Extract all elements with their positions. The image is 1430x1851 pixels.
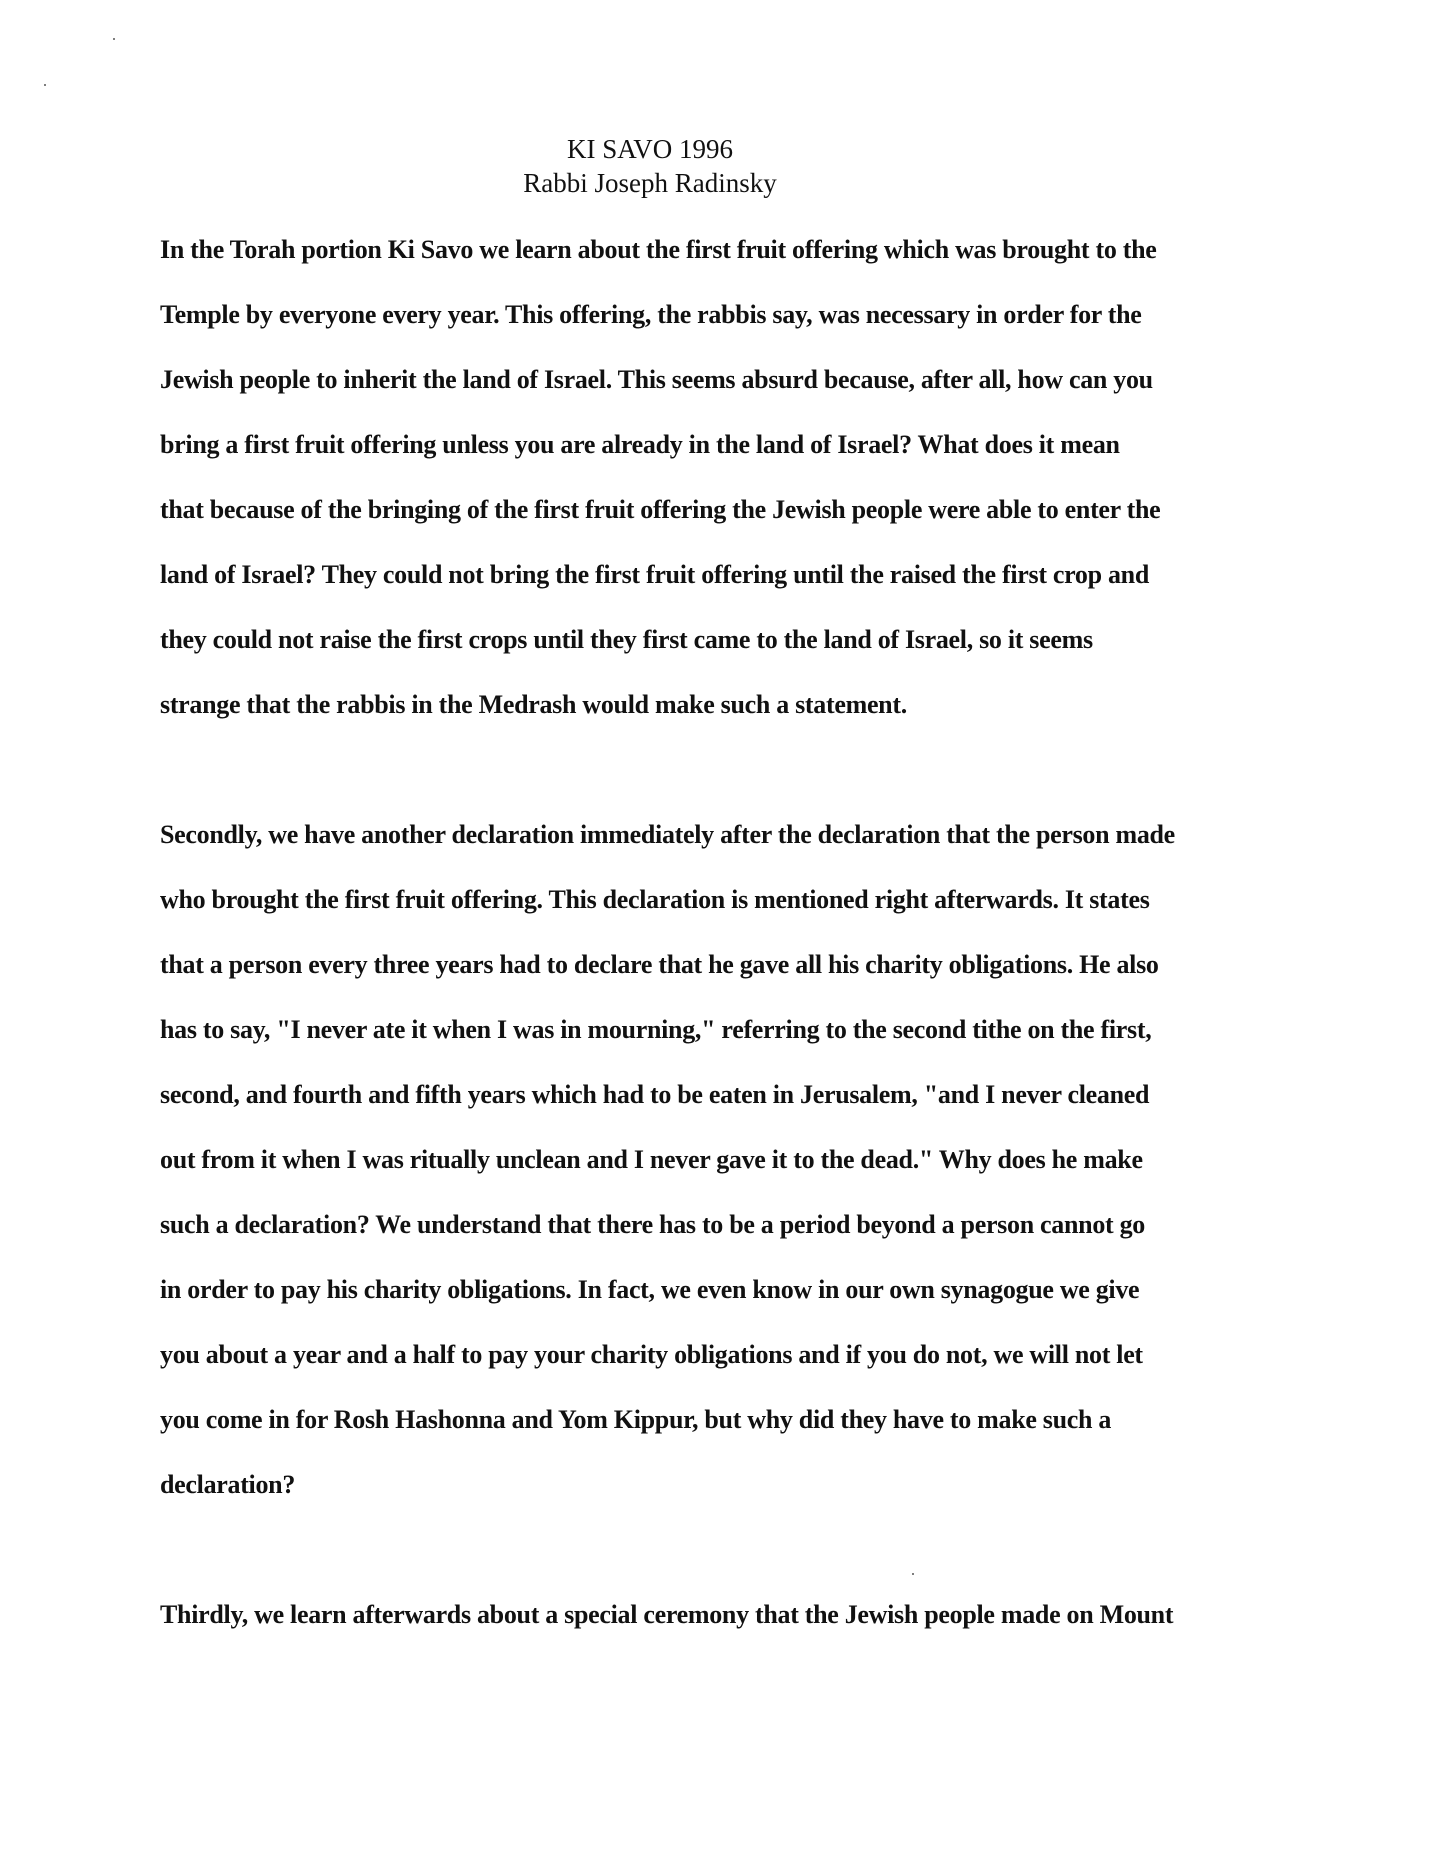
paragraph-1-line-7: they could not raise the first crops until they first came to the land of Israel, so it seems [160,625,1093,654]
paragraph-2-line-10: you come in for Rosh Hashonna and Yom Kippur, but why did they have to make such a [160,1405,1112,1434]
paragraph-2-line-7: such a declaration? We understand that there has to be a period beyond a person cannot go [160,1210,1145,1239]
paragraph-2-line-4: has to say, "I never ate it when I was in mourning," referring to the second tithe on the first, [160,1015,1152,1044]
paragraph-1-line-3: Jewish people to inherit the land of Israel. This seems absurd because, after all, how can you [160,365,1153,394]
paragraph-2-line-2: who brought the first fruit offering. This declaration is mentioned right afterwards. It states [160,885,1150,914]
paragraph-2-line-5: second, and fourth and fifth years which had to be eaten in Jerusalem, "and I never cleaned [160,1080,1150,1109]
paragraph-1-line-8: strange that the rabbis in the Medrash would make such a statement. [160,690,907,719]
paragraph-2-line-3: that a person every three years had to declare that he gave all his charity obligations. He also [160,950,1159,979]
paragraph-1-line-1: In the Torah portion Ki Savo we learn about the first fruit offering which was brought to the [160,235,1157,264]
paragraph-1-line-5: that because of the bringing of the first fruit offering the Jewish people were able to enter the [160,495,1161,524]
paragraph-1-line-2: Temple by everyone every year. This offering, the rabbis say, was necessary in order for the [160,300,1142,329]
paragraph-2-line-11: declaration? [160,1470,296,1499]
scan-speck [912,1573,914,1575]
paragraph-2-line-8: in order to pay his charity obligations. In fact, we even know in our own synagogue we give [160,1275,1140,1304]
paragraph-1-line-6: land of Israel? They could not bring the first fruit offering until the raised the first crop and [160,560,1149,589]
document-header [0,132,1300,200]
document-author: Rabbi Joseph Radinsky [523,168,777,198]
document-title: KI SAVO 1996 [566,134,734,164]
paragraph-3-line-1: Thirdly, we learn afterwards about a special ceremony that the Jewish people made on Mount [160,1600,1174,1629]
paragraph-2-line-9: you about a year and a half to pay your charity obligations and if you do not, we will not let [160,1340,1143,1369]
paragraph-2-line-1: Secondly, we have another declaration immediately after the declaration that the person made [160,820,1175,849]
scan-speck [113,38,115,40]
paragraph-1-line-4: bring a first fruit offering unless you are already in the land of Israel? What does it mean [160,430,1120,459]
paragraph-2-line-6: out from it when I was ritually unclean and I never gave it to the dead." Why does he make [160,1145,1143,1174]
scan-speck [44,84,46,86]
